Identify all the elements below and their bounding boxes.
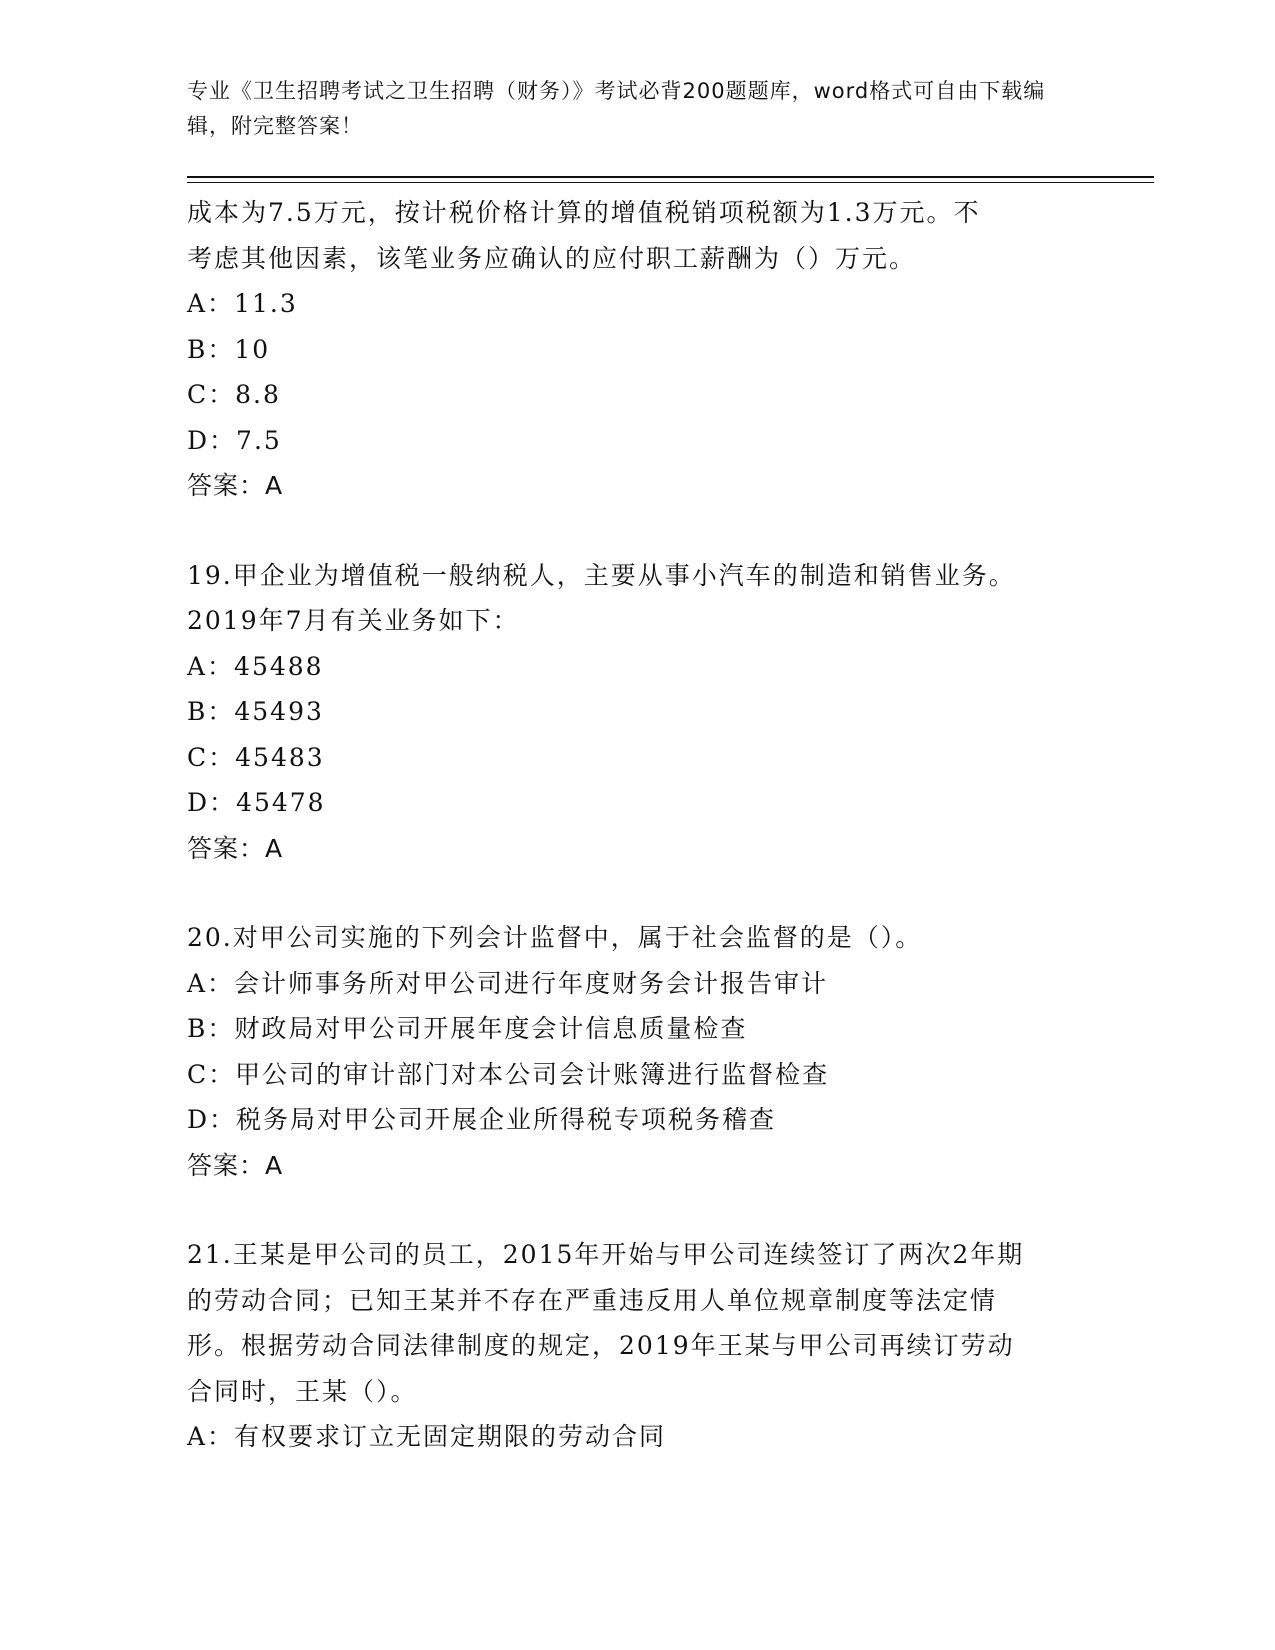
question-block xyxy=(187,190,1087,509)
option-b: B：财政局对甲公司开展年度会计信息质量检查 xyxy=(187,1014,748,1043)
question-stem-line: 21.王某是甲公司的员工，2015年开始与甲公司连续签订了两次2年期 xyxy=(187,1240,1025,1269)
option-c: C：8.8 xyxy=(187,380,281,409)
question-stem-line: 形。根据劳动合同法律制度的规定，2019年王某与甲公司再续订劳动 xyxy=(187,1331,1015,1360)
option-c: C：甲公司的审计部门对本公司会计账簿进行监督检查 xyxy=(187,1059,830,1089)
question-stem-line: 成本为7.5万元，按计税价格计算的增值税销项税额为1.3万元。不 xyxy=(187,198,981,227)
question-list xyxy=(187,190,1087,1460)
option-a: A：有权要求订立无固定期限的劳动合同 xyxy=(187,1422,667,1451)
page-header: 专业《卫生招聘考试之卫生招聘（财务）》考试必背200题题库，word格式可自由下载编辑，附完整答案！ xyxy=(187,79,1046,138)
question-stem-line: 考虑其他因素，该笔业务应确认的应付职工薪酬为（）万元。 xyxy=(187,243,917,273)
option-d: D：税务局对甲公司开展企业所得税专项税务稽查 xyxy=(187,1105,777,1134)
question-stem-line: 的劳动合同；已知王某并不存在严重违反用人单位规章制度等法定情 xyxy=(187,1285,998,1315)
option-b: B：10 xyxy=(187,334,271,364)
question-block xyxy=(187,553,1087,872)
answer-line: 答案：A xyxy=(187,1150,284,1180)
answer-line: 答案：A xyxy=(187,833,284,863)
option-c: C：45483 xyxy=(187,742,325,772)
option-b: B：45493 xyxy=(187,697,324,726)
question-stem-line: 合同时，王某（）。 xyxy=(187,1376,418,1406)
option-d: D：45478 xyxy=(187,788,326,817)
header-rule-thin xyxy=(187,182,1154,183)
option-a: A：会计师事务所对甲公司进行年度财务会计报告审计 xyxy=(187,968,829,998)
option-d: D：7.5 xyxy=(187,425,282,455)
option-a: A：45488 xyxy=(187,651,324,681)
question-block xyxy=(187,1232,1087,1460)
option-a: A：11.3 xyxy=(187,289,298,318)
question-stem-line: 20.对甲公司实施的下列会计监督中，属于社会监督的是（）。 xyxy=(187,923,923,952)
question-stem-line: 2019年7月有关业务如下： xyxy=(187,606,520,635)
header-rule-thick xyxy=(187,176,1154,178)
answer-line: 答案：A xyxy=(187,471,284,500)
question-stem-line: 19.甲企业为增值税一般纳税人，主要从事小汽车的制造和销售业务。 xyxy=(187,560,1016,590)
question-block xyxy=(187,915,1087,1188)
